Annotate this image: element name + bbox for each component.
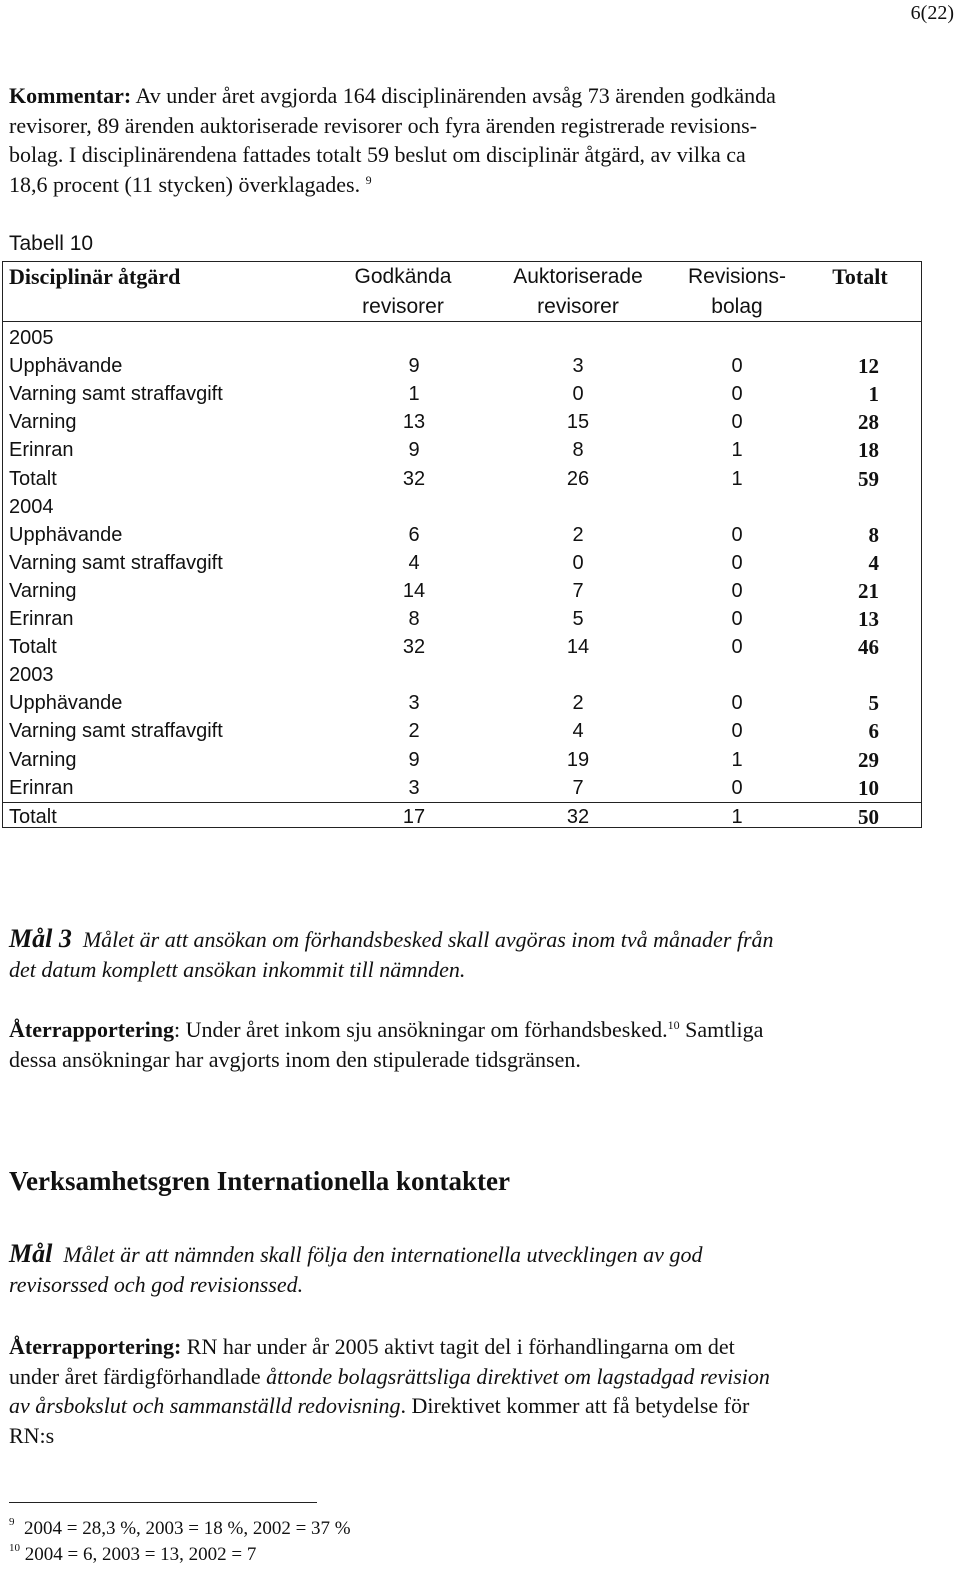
goal3-line-2: det datum komplett ansökan inkommit till nämnden.	[9, 956, 466, 982]
cell-total: 13	[858, 607, 879, 631]
report2-line-1: RN har under år 2005 aktivt tagit del i förhandlingarna om det	[181, 1334, 735, 1359]
cell-total: 21	[858, 578, 879, 603]
cell-revisionsbolag: 0	[731, 355, 743, 378]
report2-line-4: RN:s	[9, 1422, 55, 1448]
cell-revisionsbolag: 1	[731, 748, 743, 771]
disciplinary-table	[2, 261, 922, 828]
table-row	[3, 465, 921, 493]
cell-auktoriserade: 2	[572, 692, 584, 715]
cell-auktoriserade: 2	[572, 523, 584, 546]
table-header	[3, 262, 921, 322]
cell-revisionsbolag: 0	[731, 636, 743, 659]
cell-godkanda: 2	[408, 720, 420, 743]
table-row	[3, 633, 921, 661]
header-auktoriserade	[498, 262, 658, 322]
report1-colon: :	[173, 1017, 181, 1042]
cell-revisionsbolag: 0	[731, 608, 743, 630]
cell-revisionsbolag: 0	[731, 523, 743, 546]
footnote-divider	[9, 1502, 317, 1503]
cell-revisionsbolag: 1	[731, 439, 743, 462]
table-row	[3, 521, 921, 549]
table-row	[3, 774, 921, 802]
table-row	[3, 549, 921, 577]
cell-auktoriserade: 19	[566, 748, 590, 771]
report2-line-2b: åttonde bolagsrättsliga direktivet om lagstadgad revision	[266, 1363, 770, 1389]
row-label: Upphävande	[9, 692, 123, 715]
table-row	[3, 746, 921, 774]
cell-auktoriserade: 0	[572, 551, 584, 574]
row-label: Varning	[9, 748, 77, 771]
row-label: Totalt	[9, 467, 57, 490]
table-row	[3, 802, 921, 831]
cell-auktoriserade: 8	[572, 439, 584, 462]
report2-paragraph	[9, 1332, 939, 1450]
header-godkanda-line1: Godkända	[354, 265, 452, 288]
row-label: 2004	[9, 495, 54, 518]
cell-godkanda: 9	[408, 439, 420, 462]
cell-godkanda: 6	[408, 523, 420, 546]
cell-auktoriserade: 26	[566, 467, 590, 490]
row-label: Varning samt straffavgift	[9, 720, 223, 743]
cell-total: 6	[868, 719, 879, 744]
comment-line-2: revisorer, 89 ärenden auktoriserade revisorer och fyra ärenden registrerade revisions-	[9, 112, 757, 138]
header-auktoriserade-line2: revisorer	[537, 295, 619, 318]
footnote-ref-9[interactable]: 9	[365, 172, 372, 187]
row-label: Varning samt straffavgift	[9, 551, 223, 574]
comment-line-4: 18,6 procent (11 stycken) överklagades.	[9, 171, 361, 197]
report1-line-2: dessa ansökningar har avgjorts inom den stipulerade tidsgränsen.	[9, 1046, 581, 1072]
cell-total: 29	[858, 747, 879, 772]
comment-paragraph	[9, 81, 939, 199]
cell-godkanda: 17	[402, 805, 426, 828]
cell-auktoriserade: 4	[572, 720, 584, 743]
cell-total: 18	[858, 438, 879, 463]
cell-total: 8	[868, 522, 879, 547]
row-label: Varning samt straffavgift	[9, 383, 223, 406]
row-label: Totalt	[9, 636, 57, 659]
table-row	[3, 352, 921, 380]
cell-total: 5	[868, 691, 879, 716]
table-row	[3, 689, 921, 717]
cell-revisionsbolag: 0	[731, 579, 743, 602]
header-revisionsbolag	[673, 262, 801, 322]
goal3-label: Mål 3	[9, 924, 72, 953]
cell-auktoriserade: 32	[566, 805, 590, 828]
cell-revisionsbolag: 0	[731, 383, 743, 406]
cell-total: 46	[858, 635, 879, 660]
table-row	[3, 577, 921, 605]
section-heading: Verksamhetsgren Internationella kontakter	[9, 1166, 510, 1196]
footnote-ref-10[interactable]: 10	[667, 1018, 680, 1032]
header-auktoriserade-line1: Auktoriserade	[513, 265, 643, 288]
cell-auktoriserade: 7	[572, 776, 584, 799]
cell-revisionsbolag: 0	[731, 776, 743, 799]
header-action: Disciplinär åtgärd	[9, 264, 181, 289]
table-row	[3, 436, 921, 464]
footnote-10-text: 2004 = 6, 2003 = 13, 2002 = 7	[24, 1544, 257, 1565]
row-label: Erinran	[9, 776, 74, 799]
report1-line-1: Under året inkom sju ansökningar om förhandsbesked.	[180, 1017, 668, 1042]
cell-auktoriserade: 15	[566, 411, 590, 434]
row-label: Erinran	[9, 439, 74, 462]
cell-auktoriserade: 7	[572, 579, 584, 602]
cell-godkanda: 9	[408, 748, 420, 771]
cell-godkanda: 1	[408, 383, 420, 406]
report1-line-1-end: Samtliga	[679, 1017, 764, 1042]
row-label: Varning	[9, 579, 77, 602]
table-year-row	[3, 324, 921, 352]
row-label: Erinran	[9, 608, 74, 630]
goal-paragraph	[9, 1239, 939, 1299]
row-label: 2005	[9, 327, 54, 349]
cell-godkanda: 32	[402, 467, 426, 490]
comment-line-3: bolag. I disciplinärendena fattades totalt 59 beslut om disciplinär åtgärd, av vilka ca	[9, 142, 746, 167]
header-bolag-line1: Revisions-	[687, 265, 787, 288]
cell-godkanda: 9	[408, 355, 420, 378]
cell-godkanda: 13	[402, 411, 426, 434]
comment-line-1: Av under året avgjorda 164 disciplinärenden avsåg 73 ärenden godkända	[131, 83, 776, 108]
row-label: Upphävande	[9, 523, 123, 546]
header-godkanda	[343, 262, 463, 322]
goal3-line-1: Målet är att ansökan om förhandsbesked skall avgöras inom två månader från	[82, 927, 774, 952]
cell-godkanda: 14	[402, 579, 426, 602]
table-year-row	[3, 661, 921, 689]
footnote-10	[9, 1544, 256, 1566]
goal-line-2: revisorssed och god revisionssed.	[9, 1271, 304, 1297]
cell-revisionsbolag: 0	[731, 720, 743, 743]
cell-revisionsbolag: 0	[731, 692, 743, 715]
report2-line-3a: av årsbokslut och sammanställd redovisning	[9, 1393, 401, 1418]
row-label: Totalt	[9, 805, 57, 828]
cell-godkanda: 3	[408, 776, 420, 799]
row-label: 2003	[9, 664, 54, 687]
table-year-row	[3, 493, 921, 521]
cell-revisionsbolag: 1	[731, 467, 743, 490]
row-label: Upphävande	[9, 355, 123, 378]
report2-line-3b: . Direktivet kommer att få betydelse för	[400, 1393, 750, 1418]
cell-godkanda: 4	[408, 551, 420, 574]
report2-line-2a: under året färdigförhandlade	[9, 1363, 267, 1389]
table-row	[3, 717, 921, 745]
cell-auktoriserade: 3	[572, 355, 584, 378]
page-number: 6(22)	[910, 2, 954, 24]
table-row	[3, 605, 921, 633]
footnote-9	[9, 1518, 351, 1540]
header-bolag-line2: bolag	[711, 295, 763, 318]
cell-total: 4	[868, 550, 879, 575]
cell-godkanda: 8	[408, 608, 420, 630]
footnote-9-number: 9	[9, 1516, 15, 1528]
cell-revisionsbolag: 0	[731, 411, 743, 434]
goal3-paragraph	[9, 924, 939, 984]
cell-revisionsbolag: 1	[731, 805, 743, 828]
cell-total: 1	[868, 382, 879, 407]
cell-auktoriserade: 14	[566, 636, 590, 659]
footnote-9-text: 2004 = 28,3 %, 2003 = 18 %, 2002 = 37 %	[24, 1518, 351, 1539]
cell-godkanda: 32	[402, 636, 426, 659]
report1-paragraph	[9, 1015, 939, 1074]
header-godkanda-line2: revisorer	[362, 295, 444, 318]
footnote-10-number: 10	[9, 1542, 20, 1554]
goal-label: Mål	[9, 1239, 53, 1268]
cell-total: 50	[858, 804, 879, 829]
table-row	[3, 380, 921, 408]
report1-label: Återrapportering	[9, 1017, 174, 1042]
cell-total: 59	[858, 466, 879, 491]
cell-total: 28	[858, 410, 879, 435]
comment-label: Kommentar:	[9, 83, 132, 108]
report2-label: Återrapportering:	[9, 1334, 182, 1359]
row-label: Varning	[9, 411, 77, 434]
cell-total: 12	[858, 354, 879, 379]
cell-revisionsbolag: 0	[731, 551, 743, 574]
cell-godkanda: 3	[408, 692, 420, 715]
header-total: Totalt	[832, 264, 888, 289]
cell-total: 10	[858, 775, 879, 800]
table-caption: Tabell 10	[9, 232, 94, 255]
cell-auktoriserade: 0	[572, 383, 584, 406]
cell-auktoriserade: 5	[572, 608, 584, 630]
table-row	[3, 408, 921, 436]
goal-line-1: Målet är att nämnden skall följa den internationella utvecklingen av god	[63, 1242, 703, 1267]
